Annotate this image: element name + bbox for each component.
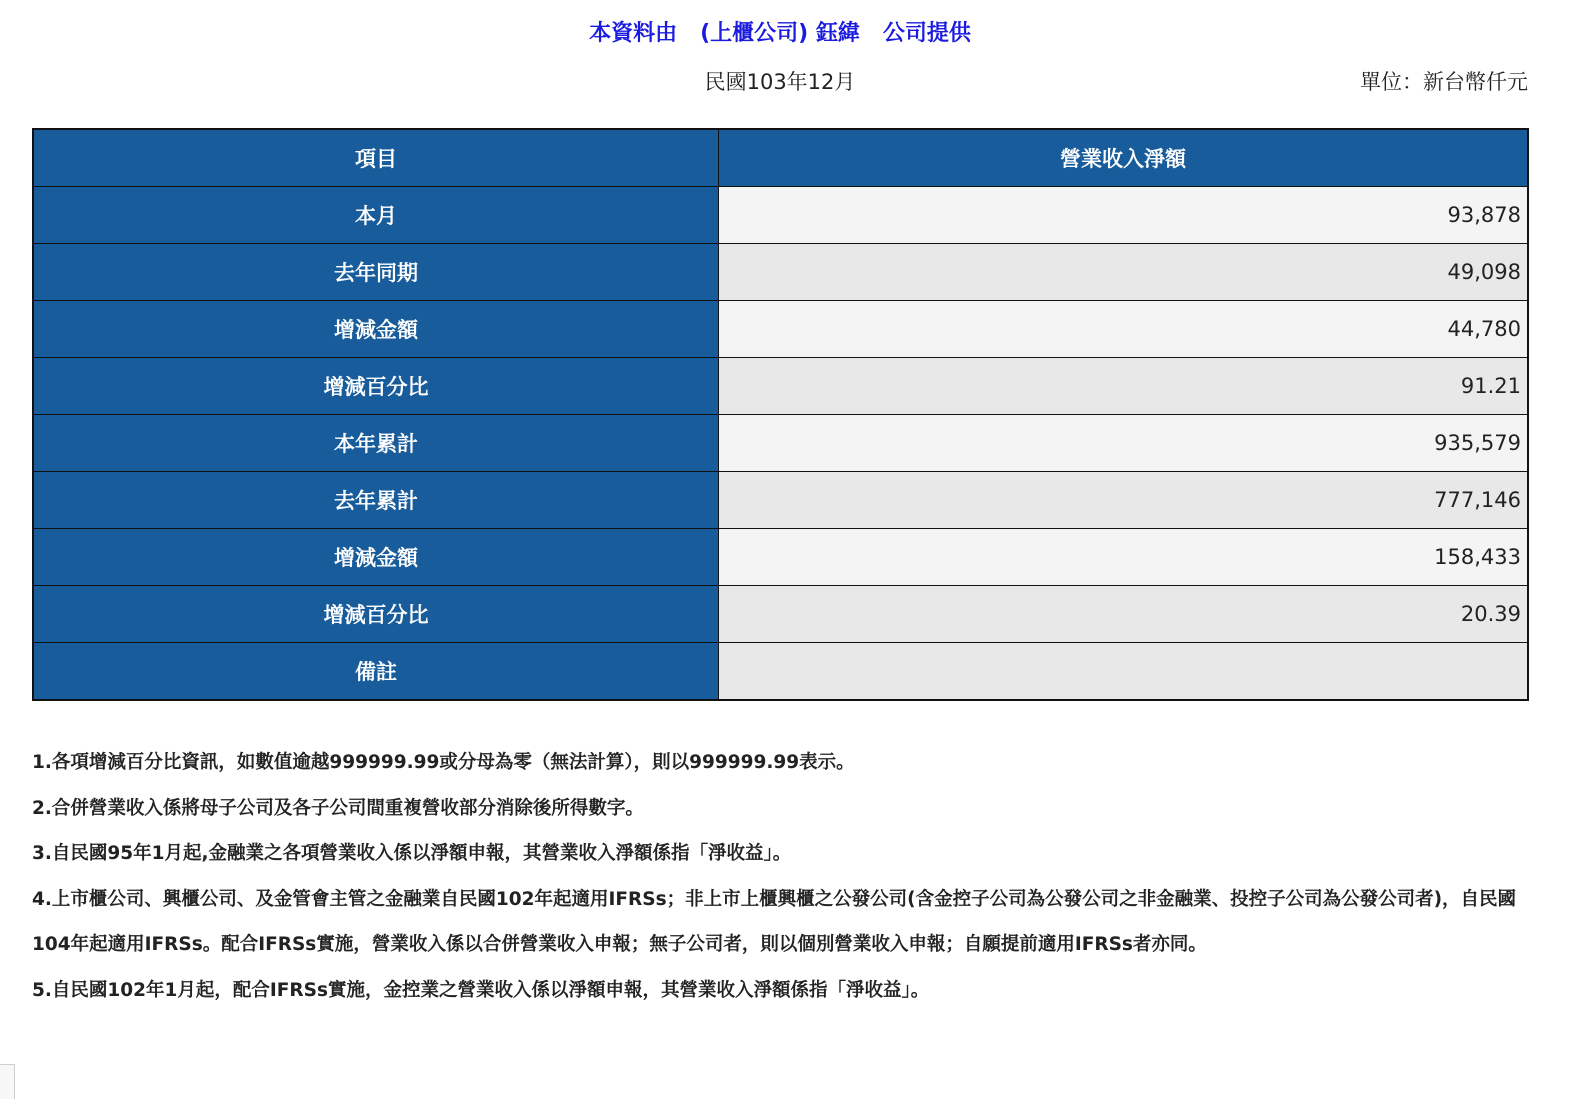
row-value: 91.21 [719,358,1529,415]
table-row [33,529,1528,586]
row-value: 158,433 [719,529,1529,586]
row-value: 20.39 [719,586,1529,643]
title-prefix: 本資料由 [589,21,678,46]
revenue-table [32,128,1529,701]
row-value: 935,579 [719,415,1529,472]
table-row [33,244,1528,301]
table-row [33,586,1528,643]
row-label: 去年累計 [33,472,719,529]
footnote: 4.上市櫃公司、興櫃公司、及金管會主管之金融業自民國102年起適用IFRSs；非上市上櫃興櫃之公發公司(含金控子公司為公發公司之非金融業、投控子公司為公發公司者)，自民國104年起適用IFRSs。配合IFRSs實施，營業收入係以合併營業收入申報；無子公司者，則以個別營業收入申報；自願提前適用IFRSs者亦同。 [32,888,1517,955]
currency-unit: 單位：新台幣仟元 [1360,70,1528,94]
row-label: 增減金額 [33,301,719,358]
table-row [33,301,1528,358]
row-label: 本月 [33,187,719,244]
row-label: 增減百分比 [33,358,719,415]
title-company: (上櫃公司) 鈺緯 [700,21,860,46]
footnote: 3.自民國95年1月起,金融業之各項營業收入係以淨額申報，其營業收入淨額係指「淨收益」。 [32,843,792,864]
table-row [33,472,1528,529]
table-row-remarks [33,643,1528,701]
row-value: 93,878 [719,187,1529,244]
title-suffix: 公司提供 [882,21,971,46]
footnote: 1.各項增減百分比資訊，如數值逾越999999.99或分母為零（無法計算），則以999999.99表示。 [32,752,855,773]
row-label: 備註 [33,643,719,701]
window-corner [0,1064,15,1099]
row-label: 本年累計 [33,415,719,472]
row-value: 777,146 [719,472,1529,529]
row-label: 增減百分比 [33,586,719,643]
table-header-row [33,129,1528,187]
footnotes [32,740,1532,1013]
footnote: 2.合併營業收入係將母子公司及各子公司間重複營收部分消除後所得數字。 [32,797,644,819]
row-label: 增減金額 [33,529,719,586]
report-period: 民國103年12月 [704,70,856,94]
row-value: 49,098 [719,244,1529,301]
table-row [33,187,1528,244]
row-value-remarks [719,643,1529,701]
row-value: 44,780 [719,301,1529,358]
page-title [0,16,1560,47]
column-header-item: 項目 [33,129,719,187]
footnote: 5.自民國102年1月起，配合IFRSs實施，金控業之營業收入係以淨額申報，其營業收入淨額係指「淨收益」。 [32,979,930,1001]
column-header-revenue: 營業收入淨額 [719,129,1529,187]
row-label: 去年同期 [33,244,719,301]
table-row [33,415,1528,472]
table-row [33,358,1528,415]
